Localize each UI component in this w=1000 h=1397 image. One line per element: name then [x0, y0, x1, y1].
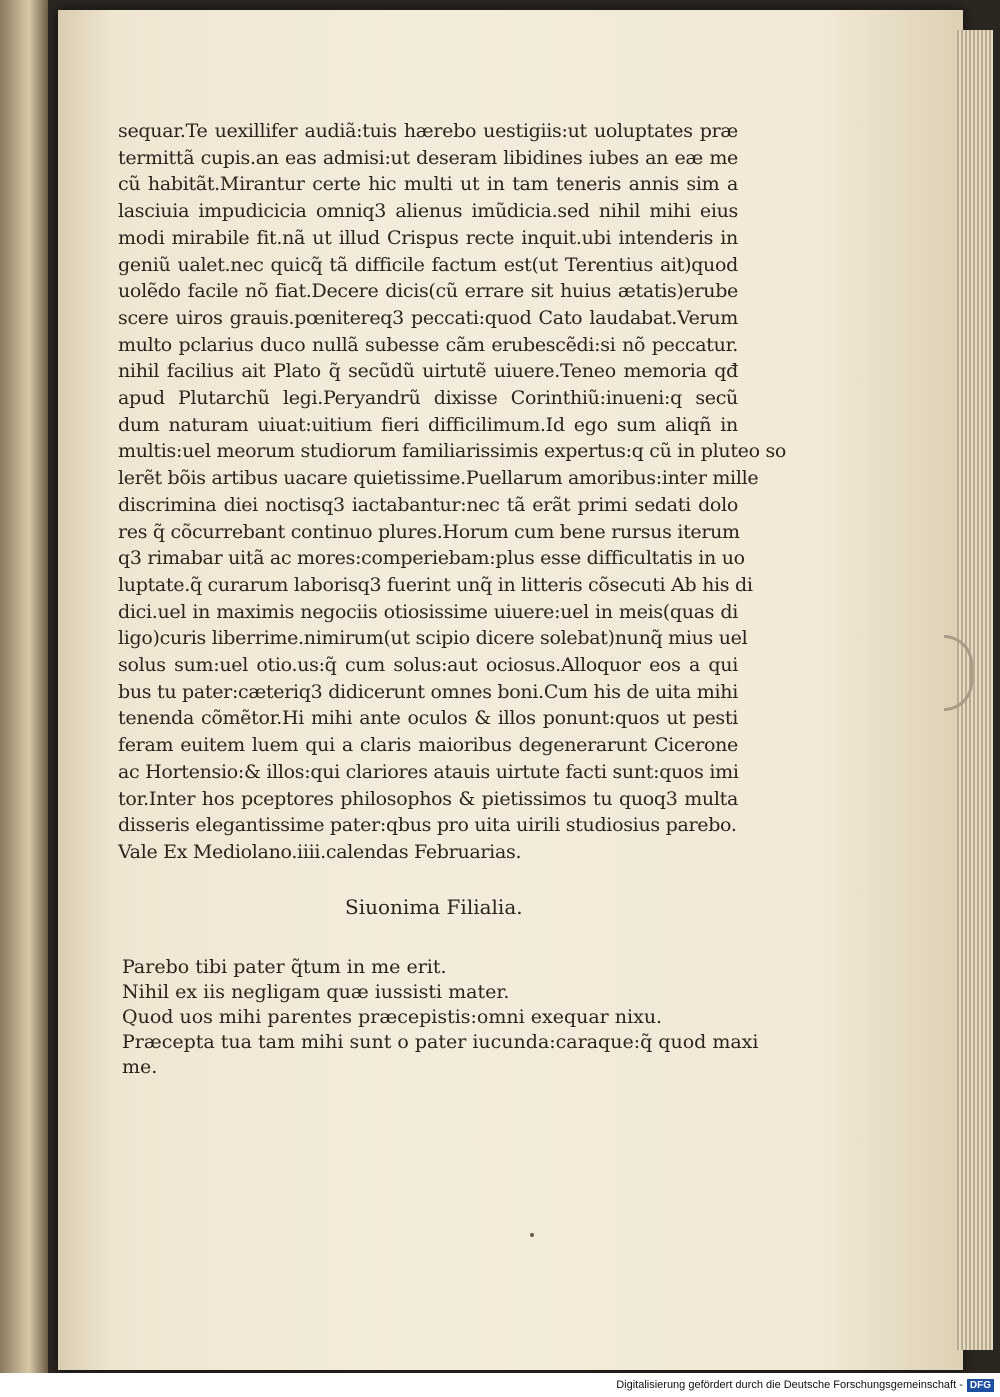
- text-line: geniũ ualet.nec quicq̃ tã difficile factum est(ut Terentius ait)quod: [118, 253, 738, 276]
- text-line: lasciuia impudicicia omniq3 alienus imũdicia.sed nihil mihi eius: [118, 200, 738, 223]
- text-line: modi mirabile fit.nã ut illud Crispus recte inquit.ubi intenderis in: [118, 226, 738, 249]
- text-line: apud Plutarchũ legi.Peryandrũ dixisse Corinthiũ:inueni:q secũ: [118, 387, 738, 410]
- text-line: discrimina diei noctisq3 iactabantur:nec tã erãt primi sedati dolo: [118, 493, 738, 516]
- text-line: termittã cupis.an eas admisi:ut deseram libidines iubes an eæ me: [118, 146, 738, 169]
- text-line: ac Hortensio:& illos:qui clariores atauis uirtute facti sunt:quos imi: [118, 760, 739, 783]
- verse-line: me.: [122, 1056, 158, 1078]
- verse-line: Parebo tibi pater q̃tum in me erit.: [122, 956, 447, 978]
- footer-text: Digitalisierung gefördert durch die Deutsche Forschungsgemeinschaft -: [616, 1379, 963, 1391]
- text-line: tenenda cõmẽtor.Hi mihi ante oculos & illos ponunt:quos ut pesti: [118, 707, 738, 730]
- text-line: lerẽt bõis artibus uacare quietissime.Puellarum amoribus:inter mille: [118, 467, 759, 490]
- text-line: ligo)curis liberrime.nimirum(ut scipio dicere solebat)nunq̃ mius uel: [118, 627, 748, 650]
- text-line: uolẽdo facile nõ fiat.Decere dicis(cũ errare sit huius ætatis)erube: [118, 280, 738, 303]
- text-line: sequar.Te uexillifer audiã:tuis hærebo uestigiis:ut uoluptates præ: [118, 120, 738, 142]
- footer-banner: [0, 1373, 1000, 1397]
- dfg-logo: DFG: [967, 1379, 994, 1392]
- text-line: res q̃ cõcurrebant continuo plures.Horum cum bene rursus iterum: [118, 520, 740, 543]
- text-line: tor.Inter hos pceptores philosophos & pietissimos tu quoq3 multa: [118, 787, 738, 810]
- text-line: scere uiros grauis.pœnitereq3 peccati:quod Cato laudabat.Verum: [118, 306, 738, 329]
- verse-line: Nihil ex iis negligam quæ iussisti mater.: [122, 981, 510, 1003]
- adjacent-page-edge: [0, 0, 48, 1397]
- ink-spot: [530, 1233, 534, 1237]
- text-line: multo pclarius duco nullã subesse cãm erubescẽdi:si nõ peccatur.: [118, 333, 738, 356]
- text-line: solus sum:uel otio.us:q̃ cum solus:aut ociosus.Alloquor eos a qui: [118, 654, 738, 677]
- text-line: dum naturam uiuat:uitium fieri difficilimum.Id ego sum aliqñ in: [118, 413, 738, 436]
- text-line: q3 rimabar uitã ac mores:comperiebam:plus esse difficultatis in uo: [118, 547, 745, 570]
- text-line: bus tu pater:cæteriq3 didicerunt omnes boni.Cum his de uita mihi: [118, 680, 738, 703]
- verses: [122, 955, 758, 1080]
- text-line: dici.uel in maximis negociis otiosissime uiuere:uel in meis(quas di: [118, 600, 738, 623]
- text-line: luptate.q̃ curarum laborisq3 fuerint unq̃ in litteris cõsecuti Ab his di: [118, 573, 753, 596]
- text-line: nihil facilius ait Plato q̃ secũdũ uirtutẽ uiuere.Teneo memoria qđ: [118, 360, 738, 383]
- section-heading: Siuonima Filialia.: [345, 895, 523, 919]
- text-line: cũ habitãt.Mirantur certe hic multi ut in tam teneris annis sim a: [118, 173, 738, 196]
- verse-line: Quod uos mihi parentes præcepistis:omni exequar nixu.: [122, 1006, 663, 1028]
- text-line: disseris elegantissime pater:qbus pro uita uirili studiosius parebo.: [118, 814, 737, 837]
- text-line: Vale Ex Mediolano.iiii.calendas Februarias.: [118, 840, 522, 863]
- verse-line: Præcepta tua tam mihi sunt o pater iucunda:caraque:q̃ quod maxi: [122, 1031, 759, 1053]
- text-line: multis:uel meorum studiorum familiarissimis expertus:q cũ in pluteo so: [118, 440, 787, 463]
- body-text: [118, 118, 787, 866]
- text-line: feram euitem luem qui a claris maioribus degenerarunt Cicerone: [118, 734, 738, 757]
